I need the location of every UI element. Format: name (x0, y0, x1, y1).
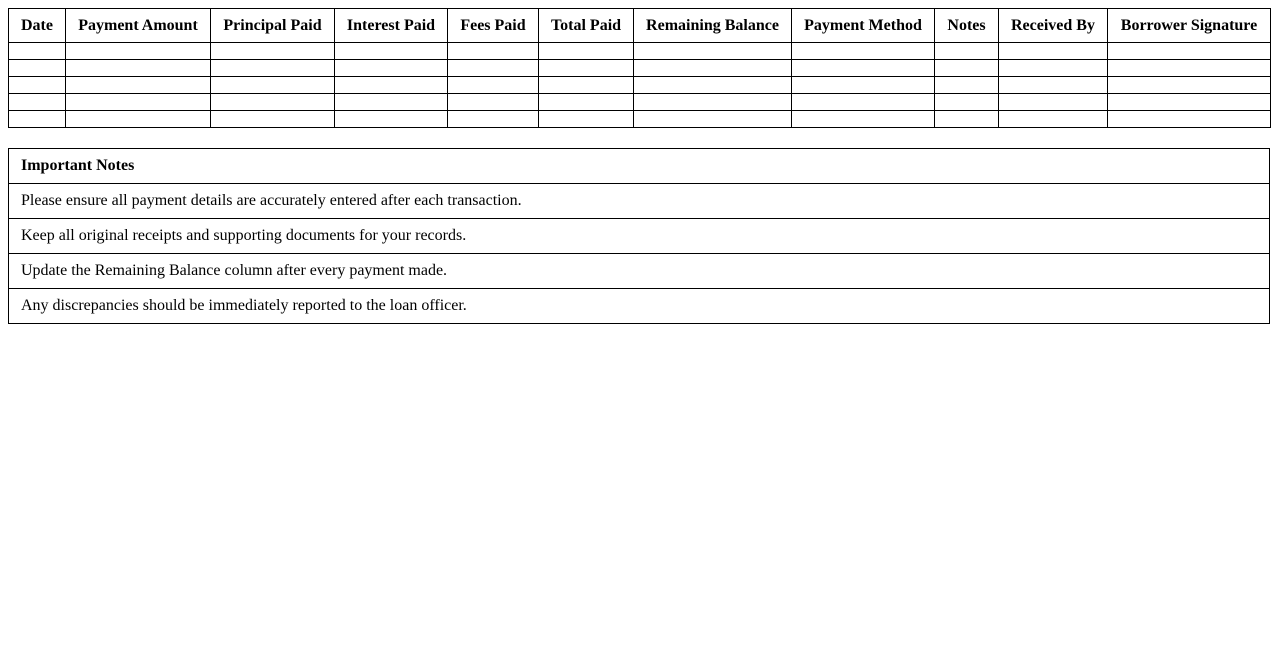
table-header-row (9, 9, 1271, 43)
table-row (9, 111, 1271, 128)
table-cell[interactable] (539, 60, 634, 77)
note-item: Please ensure all payment details are accurately entered after each transaction. (9, 184, 1270, 219)
table-row (9, 94, 1271, 111)
table-cell[interactable] (935, 77, 999, 94)
table-cell[interactable] (792, 94, 935, 111)
table-cell[interactable] (448, 111, 539, 128)
table-cell[interactable] (935, 43, 999, 60)
table-cell[interactable] (539, 43, 634, 60)
table-cell[interactable] (1108, 43, 1271, 60)
column-header-remaining-balance: Remaining Balance (634, 9, 792, 43)
table-cell[interactable] (66, 60, 211, 77)
table-cell[interactable] (792, 111, 935, 128)
table-cell[interactable] (999, 60, 1108, 77)
table-cell[interactable] (634, 94, 792, 111)
column-header-borrower-signature: Borrower Signature (1108, 9, 1271, 43)
table-cell[interactable] (634, 60, 792, 77)
document-body (8, 8, 1270, 324)
note-row (9, 184, 1270, 219)
notes-heading-row (9, 149, 1270, 184)
note-item: Any discrepancies should be immediately reported to the loan officer. (9, 289, 1270, 324)
table-row (9, 60, 1271, 77)
table-cell[interactable] (634, 77, 792, 94)
table-cell[interactable] (211, 77, 335, 94)
table-cell[interactable] (1108, 60, 1271, 77)
table-cell[interactable] (1108, 77, 1271, 94)
table-cell[interactable] (211, 43, 335, 60)
table-cell[interactable] (335, 111, 448, 128)
column-header-payment-method: Payment Method (792, 9, 935, 43)
table-cell[interactable] (448, 94, 539, 111)
table-cell[interactable] (66, 43, 211, 60)
table-cell[interactable] (999, 43, 1108, 60)
table-cell[interactable] (792, 43, 935, 60)
table-cell[interactable] (935, 94, 999, 111)
table-cell[interactable] (448, 60, 539, 77)
table-cell[interactable] (539, 111, 634, 128)
column-header-total-paid: Total Paid (539, 9, 634, 43)
column-header-fees-paid: Fees Paid (448, 9, 539, 43)
table-cell[interactable] (792, 77, 935, 94)
table-cell[interactable] (999, 94, 1108, 111)
table-cell[interactable] (448, 77, 539, 94)
table-cell[interactable] (9, 94, 66, 111)
table-cell[interactable] (335, 60, 448, 77)
table-cell[interactable] (9, 77, 66, 94)
table-cell[interactable] (66, 111, 211, 128)
table-cell[interactable] (999, 77, 1108, 94)
table-cell[interactable] (1108, 111, 1271, 128)
column-header-received-by: Received By (999, 9, 1108, 43)
table-row (9, 43, 1271, 60)
table-cell[interactable] (66, 77, 211, 94)
table-cell[interactable] (935, 60, 999, 77)
column-header-principal-paid: Principal Paid (211, 9, 335, 43)
important-notes-table (8, 148, 1270, 324)
table-cell[interactable] (999, 111, 1108, 128)
payment-log-table (8, 8, 1271, 128)
table-cell[interactable] (335, 77, 448, 94)
payment-log-body (9, 43, 1271, 128)
table-cell[interactable] (634, 43, 792, 60)
table-cell[interactable] (211, 94, 335, 111)
table-row (9, 77, 1271, 94)
table-cell[interactable] (335, 43, 448, 60)
table-cell[interactable] (1108, 94, 1271, 111)
table-cell[interactable] (634, 111, 792, 128)
table-cell[interactable] (9, 60, 66, 77)
table-cell[interactable] (792, 60, 935, 77)
column-header-payment-amount: Payment Amount (66, 9, 211, 43)
column-header-notes: Notes (935, 9, 999, 43)
table-cell[interactable] (211, 60, 335, 77)
column-header-date: Date (9, 9, 66, 43)
note-item: Keep all original receipts and supporting documents for your records. (9, 219, 1270, 254)
note-row (9, 254, 1270, 289)
table-cell[interactable] (9, 43, 66, 60)
note-row (9, 219, 1270, 254)
table-cell[interactable] (539, 77, 634, 94)
table-cell[interactable] (935, 111, 999, 128)
column-header-interest-paid: Interest Paid (335, 9, 448, 43)
table-cell[interactable] (9, 111, 66, 128)
notes-heading: Important Notes (9, 149, 1270, 184)
note-item: Update the Remaining Balance column after every payment made. (9, 254, 1270, 289)
table-cell[interactable] (335, 94, 448, 111)
table-cell[interactable] (539, 94, 634, 111)
table-cell[interactable] (211, 111, 335, 128)
table-cell[interactable] (66, 94, 211, 111)
table-cell[interactable] (448, 43, 539, 60)
note-row (9, 289, 1270, 324)
